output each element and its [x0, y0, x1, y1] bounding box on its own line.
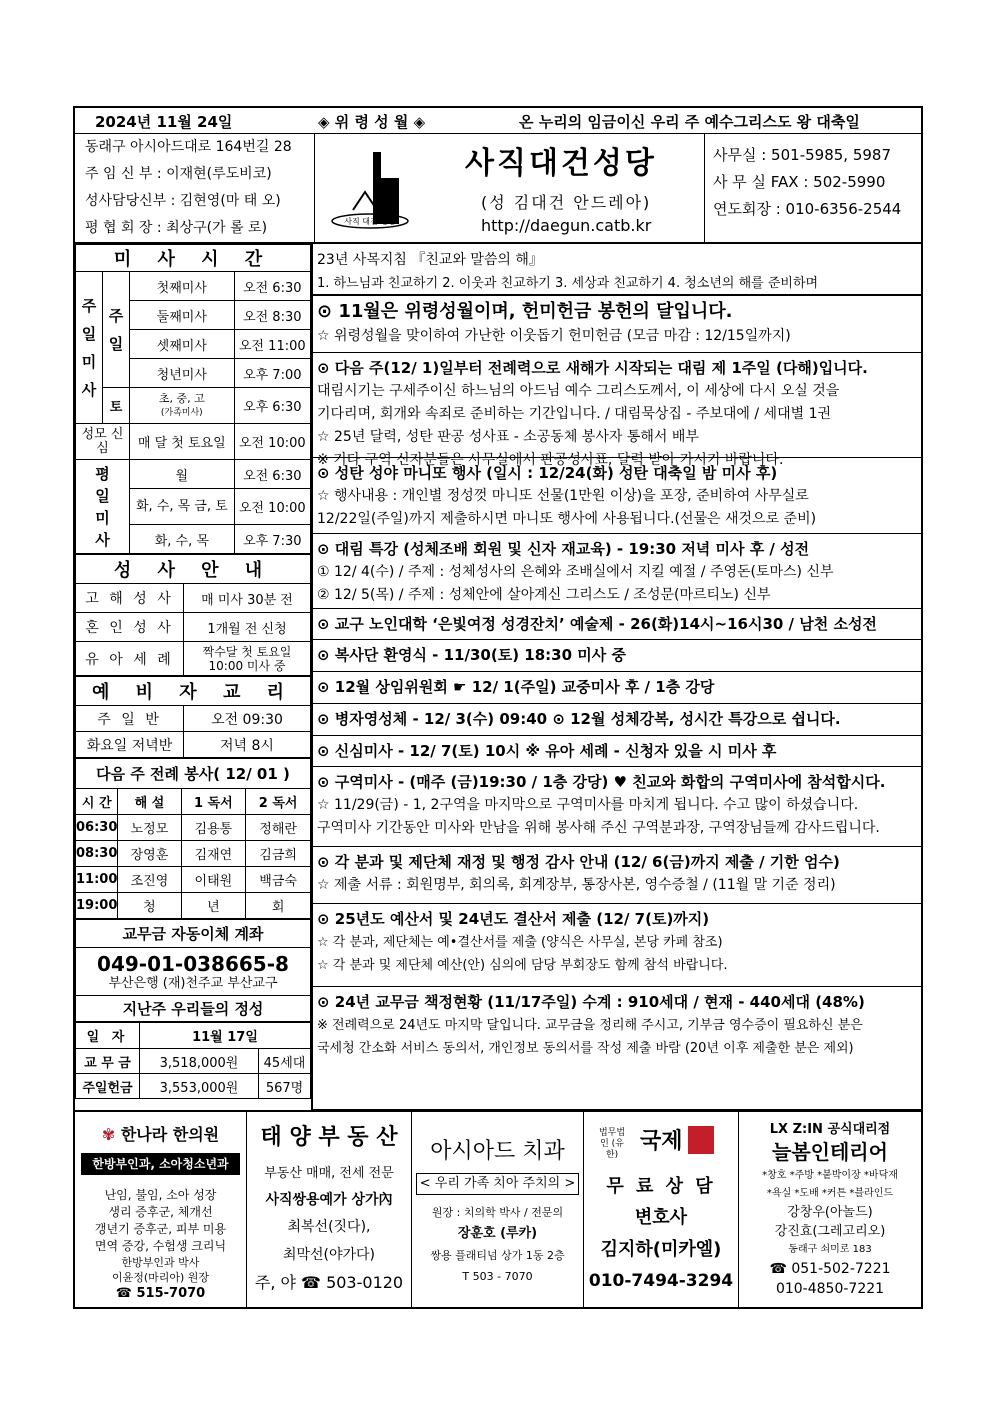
mass-name: 둘째미사 [130, 301, 235, 330]
news-detail: 12/22일(주일)까지 제출하시면 마니또 행사에 사용됩니다.(선물은 새것으로 준비) [317, 511, 817, 527]
mass-time: 오전 6:30 [234, 272, 310, 301]
mass-time: 오전 10:00 [234, 424, 310, 460]
news-item [313, 736, 921, 767]
ad-line: 갱년기 증후군, 피부 미용 [94, 1222, 227, 1236]
class-name: 주 일 반 [76, 706, 184, 732]
ad-title: 아시아드 치과 [430, 1139, 565, 1164]
news-item [313, 847, 921, 904]
ad-phone: 010-7494-3294 [588, 1271, 734, 1291]
news-detail: ☆ 각 분과, 제단체는 예•결산서를 제출 (양식은 사무실, 본당 카페 참조) [317, 935, 723, 950]
pastoral-motto [313, 244, 921, 296]
ad-phone: ☎ 515-7070 [115, 1286, 206, 1301]
news-item [313, 353, 921, 468]
offering-label: 교 무 금 [76, 1049, 140, 1074]
offering-title: 지난주 우리들의 정성 [76, 996, 311, 1022]
offering-amount: 3,553,000원 [140, 1074, 259, 1099]
ad-dental [412, 1112, 584, 1309]
sacrament-title: 성 사 안 내 [76, 555, 311, 584]
youth-phone: 연도회장 : 010-6356-2544 [713, 200, 902, 218]
ad-interior [739, 1112, 921, 1309]
ad-line: 김지하(미카엘) [600, 1239, 722, 1260]
class-time: 오전 09:30 [184, 706, 311, 732]
bulletin-page [73, 106, 923, 1309]
news-headline: ⊙ 각 분과 및 제단체 재정 및 행정 감사 안내 (12/ 6(금)까지 제출 / 기한 엄수) [317, 853, 840, 871]
bank-table [75, 919, 311, 1022]
duty-time: 11:00 [76, 867, 118, 893]
church-name: 사직대건성당 [465, 146, 657, 181]
offering-label: 일 자 [76, 1023, 140, 1049]
mass-day: 월 [130, 460, 235, 489]
news-headline: ⊙ 구역미사 - (매주 (금)19:30 / 1층 강당) ♥ 친교와 화합의 구역미사에 참석합시다. [317, 773, 886, 791]
ad-title: 태 양 부 동 산 [260, 1125, 398, 1150]
sunday-label: 주 일 [103, 272, 130, 388]
ad-line: *욕실 *도배 *커튼 *블라인드 [766, 1188, 894, 1199]
ad-line: 최막선(야가다) [282, 1247, 376, 1263]
ad-line: 면역 증강, 수험생 크리닉 [94, 1239, 227, 1253]
duty-person: 이태원 [181, 867, 246, 893]
news-item [313, 704, 921, 736]
bank-title: 교무금 자동이체 계좌 [76, 920, 311, 948]
ad-line: 사직쌍용예가 상가內 [265, 1192, 393, 1208]
mass-time: 오전 10:00 [234, 489, 310, 525]
news-item [313, 296, 921, 353]
mass-time: 오전 6:30 [234, 460, 310, 489]
sacrament-info: 1개월 전 신청 [184, 613, 311, 642]
patron-saint: (성 김대건 안드레아) [481, 193, 652, 212]
ad-phone: T 503 - 7070 [462, 1270, 533, 1283]
duty-person: 노정모 [118, 815, 181, 841]
ad-title: ✾ 한나라 한의원 [101, 1125, 220, 1144]
duty-header: 시 간 [76, 789, 118, 815]
news-headline: ⊙ 12월 상임위원회 ☛ 12/ 1(주일) 교중미사 후 / 1층 강당 [317, 678, 715, 696]
top-bar [75, 108, 921, 134]
pastor: 주 임 신 부 : 이재현(루도비코) [85, 166, 272, 182]
ad-line: 무 료 상 담 [606, 1176, 716, 1197]
sacrament-info: 짝수달 첫 토요일 10:00 미사 중 [184, 642, 311, 676]
duty-time: 06:30 [76, 815, 118, 841]
sacrament-name: 혼 인 성 사 [76, 613, 184, 642]
church-header [315, 134, 705, 244]
news-headline: ⊙ 다음 주(12/ 1)일부터 전례력으로 새해가 시작되는 대림 제 1주일 (다해)입니다. [317, 359, 868, 377]
ad-line: 강창우(아놀드) [787, 1205, 873, 1220]
ad-phone: ☎ 051-502-7221 [769, 1261, 891, 1277]
news-headline: ⊙ 11월은 위령성월이며, 헌미헌금 봉헌의 달입니다. [317, 301, 733, 322]
mass-name: 청년미사 [130, 359, 235, 388]
sacrament-info: 매 미사 30분 전 [184, 584, 311, 613]
news-headline: ⊙ 교구 노인대학 ‘은빛여정 성경잔치’ 예술제 - 26(화)14시~16시30 / 남천 소성전 [317, 615, 877, 633]
mass-time: 오후 7:30 [234, 525, 310, 554]
catechism-title: 예 비 자 교 리 [76, 677, 311, 706]
mass-day: 화, 수, 목 금, 토 [130, 489, 235, 525]
offering-table [75, 1022, 311, 1099]
duty-person: 년 [181, 893, 246, 919]
motto-items: 1. 하느님과 친교하기 2. 이웃과 친교하기 3. 세상과 친교하기 4. 청소년의 해를 준비하며 [317, 276, 819, 291]
news-detail: ☆ 위령성월을 맞이하여 가난한 이웃돕기 헌미헌금 (모금 마감 : 12/15일까지) [317, 328, 791, 344]
contact-info [705, 134, 921, 244]
news-headline: ⊙ 복사단 환영식 - 11/30(토) 18:30 미사 중 [317, 646, 626, 664]
mass-schedule [75, 244, 311, 554]
news-detail: 구역미사 기간동안 미사와 만남을 위해 봉사해 주신 구역분과장, 구역장님들께 감사드립니다. [317, 820, 880, 836]
news-column [313, 244, 921, 1110]
ad-hanbang [75, 1112, 247, 1309]
news-item [313, 534, 921, 609]
mass-title: 미 사 시 간 [76, 245, 311, 272]
duty-person: 청 [118, 893, 181, 919]
liturgy-duty-table [75, 758, 311, 919]
council-president: 평 협 회 장 : 최상구(가 롤 로) [85, 220, 268, 236]
class-time: 저녁 8시 [184, 732, 311, 758]
news-detail: ☆ 행사내용 : 개인별 정성껏 마니또 선물(1만원 이상)을 포장, 준비하여 사무실로 [317, 488, 809, 504]
address: 동래구 아시아드대로 164번길 28 [85, 139, 292, 155]
mass-time: 오후 6:30 [234, 388, 310, 424]
ad-line: 원장 : 치의학 박사 / 전문의 [431, 1206, 564, 1219]
news-detail: ☆ 각 분과 및 제단체 예산(안) 심의에 담당 부회장도 함께 참석 바랍니다. [317, 958, 728, 973]
parish-info [75, 134, 315, 244]
news-item [313, 904, 921, 987]
news-headline: ⊙ 신심미사 - 12/ 7(토) 10시 ※ 유아 세례 - 신청자 있을 시 미사 후 [317, 742, 777, 760]
ad-line: 최복선(짓다), [287, 1219, 371, 1235]
offering-label: 주일헌금 [76, 1074, 140, 1099]
news-detail: 국세청 간소화 서비스 동의서, 개인정보 동의서를 작성 제출 바람 (20년 이후 제출한 분은 제외) [317, 1041, 854, 1056]
church-url[interactable]: http://daegun.catb.kr [481, 216, 652, 235]
assistant-priest: 성사담당신부 : 김현영(마 태 오) [85, 193, 281, 209]
saturday-label: 토 [103, 388, 130, 424]
ad-title: 법무법인 (유한) 국제 [584, 1124, 738, 1158]
offering-count: 45세대 [259, 1049, 311, 1074]
news-item [313, 609, 921, 640]
family-mass: 초, 중, 고 (가족미사) [130, 388, 235, 424]
duty-time: 08:30 [76, 841, 118, 867]
sunday-mass-label: 주 일 미 사 [76, 272, 103, 424]
ad-title: 늘봄인테리어 [772, 1140, 888, 1164]
duty-person: 조진영 [118, 867, 181, 893]
news-item [313, 458, 921, 534]
duty-person: 김금희 [246, 841, 311, 867]
news-detail: 대림시기는 구세주이신 하느님의 아드님 예수 그리스도께서, 이 세상에 다시 오실 것을 [317, 383, 840, 399]
class-name: 화요일 저녁반 [76, 732, 184, 758]
ad-line: 강진효(그레고리오) [774, 1224, 886, 1239]
church-logo [325, 144, 425, 236]
law-logo-icon [688, 1126, 714, 1154]
ad-line: 쌍용 플래티넘 상가 1동 2층 [430, 1249, 565, 1262]
news-item [313, 672, 921, 704]
news-detail: ☆ 11/29(금) - 1, 2구역을 마지막으로 구역미사를 마치게 됩니다. 수고 많이 하셨습니다. [317, 797, 859, 813]
duty-header: 2 독서 [246, 789, 311, 815]
mass-day: 화, 수, 목 [130, 525, 235, 554]
ad-head: LX Z:IN 공식대리점 [769, 1122, 891, 1137]
left-column [75, 244, 313, 1110]
news-detail: ② 12/ 5(목) / 주제 : 성체안에 살아계신 그리스도 / 조성문(마르티노) 신부 [317, 587, 771, 603]
mass-time: 오전 11:00 [234, 330, 310, 359]
ad-line: 생리 증후군, 체개선 [108, 1205, 213, 1219]
sacrament-name: 유 아 세 례 [76, 642, 184, 676]
news-detail: 기다리며, 회개와 속죄로 준비하는 기간입니다. / 대림묵상집 - 주보대에 / 세대별 1권 [317, 406, 832, 422]
ad-line: 장훈호 (루카) [457, 1226, 538, 1241]
ad-law [584, 1112, 739, 1309]
news-detail: ☆ 제출 서류 : 회원명부, 회의록, 회계장부, 통장사본, 영수증철 / (11월 말 기준 정리) [317, 877, 836, 893]
duty-person: 김재연 [181, 841, 246, 867]
feast-title: 온 누리의 임금이신 우리 주 예수그리스도 왕 대축일 [519, 113, 860, 131]
news-detail: ※ 전례력으로 24년도 마지막 달입니다. 교무금을 정리해 주시고, 기부금 영수증이 필요하신 분은 [317, 1018, 863, 1033]
duty-title: 다음 주 전례 봉사( 12/ 01 ) [76, 759, 311, 789]
ad-line: 한방부인과 박사 [121, 1256, 200, 1269]
offering-count: 567명 [259, 1074, 311, 1099]
duty-person: 정해란 [246, 815, 311, 841]
first-saturday-label: 성모 신심 [76, 424, 130, 460]
news-item [313, 987, 921, 1110]
offering-amount: 3,518,000원 [140, 1049, 259, 1074]
ad-realestate [247, 1112, 412, 1309]
mass-time: 오전 8:30 [234, 301, 310, 330]
news-detail: ☆ 25년 달력, 성탄 판공 성사표 - 소공동체 봉사자 통해서 배부 [317, 429, 699, 445]
duty-person: 회 [246, 893, 311, 919]
news-headline: ⊙ 성탄 성야 마니또 행사 (일시 : 12/24(화) 성탄 대축일 밤 미사 후) [317, 464, 778, 482]
news-detail: ① 12/ 4(수) / 주제 : 성체성사의 은혜와 조배실에서 지킬 예절 / 주영돈(토마스) 신부 [317, 564, 834, 580]
ad-line: 동래구 쇠미로 183 [788, 1244, 872, 1255]
sacrament-name: 고 해 성 사 [76, 584, 184, 613]
news-item [313, 640, 921, 672]
bank-account: 049-01-038665-8 부산은행 (재)천주교 부산교구 [76, 948, 311, 996]
logo-text: 사직 대건 성당 [344, 217, 396, 226]
ad-tag: 한방부인과, 소아청소년과 [81, 1153, 240, 1175]
ad-line: 변호사 [634, 1207, 688, 1228]
date: 2024년 11월 24일 [95, 113, 233, 131]
mass-name: 셋째미사 [130, 330, 235, 359]
ad-phone: 주, 야 ☎ 503-0120 [254, 1273, 404, 1292]
ad-line: 난임, 불임, 소아 성장 [104, 1188, 217, 1202]
mass-time: 오후 7:00 [234, 359, 310, 388]
duty-header: 해 설 [118, 789, 181, 815]
news-headline: ⊙ 대림 특강 (성체조배 회원 및 신자 재교육) - 19:30 저녁 미사 후 / 성전 [317, 540, 810, 558]
weekday-mass-label: 평 일 미 사 [76, 460, 130, 554]
news-detail: ※ 기타 구역 신자분들은 사무실에서 판공성사표, 달력 받아 가시기 바랍니다. [317, 452, 784, 468]
duty-time: 19:00 [76, 893, 118, 919]
ad-line: < 우리 가족 치아 주치의 > [416, 1173, 579, 1195]
news-headline: ⊙ 병자영성체 - 12/ 3(수) 09:40 ⊙ 12월 성체강복, 성시간 특강으로 쉽니다. [317, 710, 841, 728]
news-item [313, 767, 921, 847]
month-theme: ◈ 위 령 성 월 ◈ [318, 113, 426, 131]
sacrament-table [75, 554, 311, 676]
news-headline: ⊙ 24년 교무금 책정현황 (11/17주일) 수계 : 910세대 / 현재 - 440세대 (48%) [317, 993, 865, 1011]
motto-title: 23년 사목지침 『친교와 말씀의 해』 [317, 252, 543, 268]
ad-line: *창호 *주방 *붙박이장 *바닥재 [762, 1170, 898, 1181]
duty-person: 백금숙 [246, 867, 311, 893]
ad-line: 이윤정(마리아) 원장 [111, 1271, 210, 1284]
ad-line: 부동산 매매, 전세 전문 [264, 1166, 394, 1181]
flower-icon: ✾ [101, 1125, 116, 1144]
mass-name: 첫째미사 [130, 272, 235, 301]
office-phone: 사무실 : 501-5985, 5987 [713, 146, 891, 164]
office-fax: 사 무 실 FAX : 502-5990 [713, 173, 886, 191]
duty-header: 1 독서 [181, 789, 246, 815]
duty-person: 장영훈 [118, 841, 181, 867]
offering-date: 11월 17일 [140, 1023, 311, 1049]
ad-phone: 010-4850-7221 [775, 1281, 885, 1297]
news-headline: ⊙ 25년도 예산서 및 24년도 결산서 제출 (12/ 7(토)까지) [317, 910, 710, 928]
catechism-table [75, 676, 311, 758]
duty-person: 김용통 [181, 815, 246, 841]
first-saturday-name: 매 달 첫 토요일 [130, 424, 235, 460]
ad-section [75, 1110, 921, 1307]
